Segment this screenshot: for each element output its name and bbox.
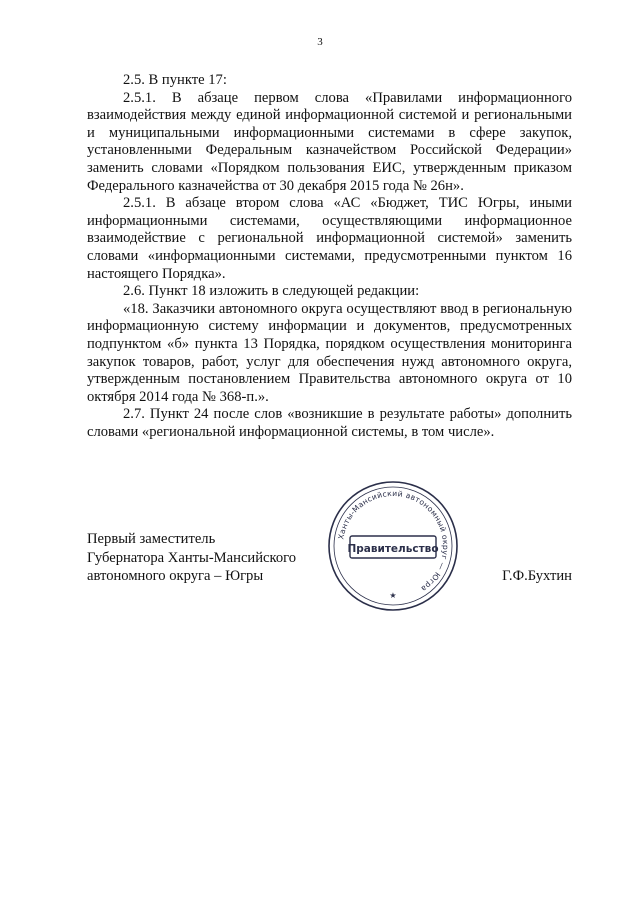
seal-ring-text-path: Ханты-Мансийский автономный округ — Югра xyxy=(336,488,451,594)
page-number: 3 xyxy=(317,36,323,48)
paragraph-2-5-1-first: 2.5.1. В абзаце первом слова «Правилами информационного взаимодействия между единой информационной системой и региональными и муниципальными информационными системами в сфере закупок, установленными Федеральным казначейством Российской Федерации» заменить словами «Порядком пользования ЕИС, утвержденным приказом Федерального казначейства от 30 декабря 2015 года № 26н». xyxy=(87,89,572,194)
seal-ring-text xyxy=(336,489,450,594)
seal-star-icon: ★ xyxy=(389,591,397,600)
signatory-position-line: Губернатора Ханты-Мансийского xyxy=(87,549,297,566)
paragraph-2-6: 2.6. Пункт 18 изложить в следующей редакции: xyxy=(123,283,420,300)
paragraph-2-7: 2.7. Пункт 24 после слов «возникшие в результате работы» дополнить словами «региональной информационной системы, в том числе». xyxy=(87,406,572,440)
seal-graphic xyxy=(323,476,463,616)
signatory-position-line: Первый заместитель xyxy=(87,531,216,547)
signatory-name: Г.Ф.Бухтин xyxy=(502,568,572,584)
signatory-position xyxy=(87,530,347,586)
seal-center-text: Правительство xyxy=(347,543,439,555)
official-seal xyxy=(323,476,463,616)
paragraph-18-text: «18. Заказчики автономного округа осуществляют ввод в региональную информационную систему информации и документов, предусмотренных подпунктом «б» пункта 13 Порядка, порядком осуществления мониторинга закупок товаров, работ, услуг для обеспечения нужд автономного округа, утвержденным постановлением Правительства автономного округа от 10 октября 2014 года № 368-п.». xyxy=(87,300,572,405)
document-body xyxy=(87,72,572,441)
paragraph-2-5-1-second: 2.5.1. В абзаце втором слова «АС «Бюджет, ТИС Югры, иными информационными системами, осуществляющими информационное взаимодействие с региональной информационной системой» заменить словами «информационными системами, предусмотренными пунктом 16 настоящего Порядка». xyxy=(87,195,572,282)
signatory-position-line: автономного округа – Югры xyxy=(87,568,264,584)
paragraph-2-5: 2.5. В пункте 17: xyxy=(123,72,227,88)
